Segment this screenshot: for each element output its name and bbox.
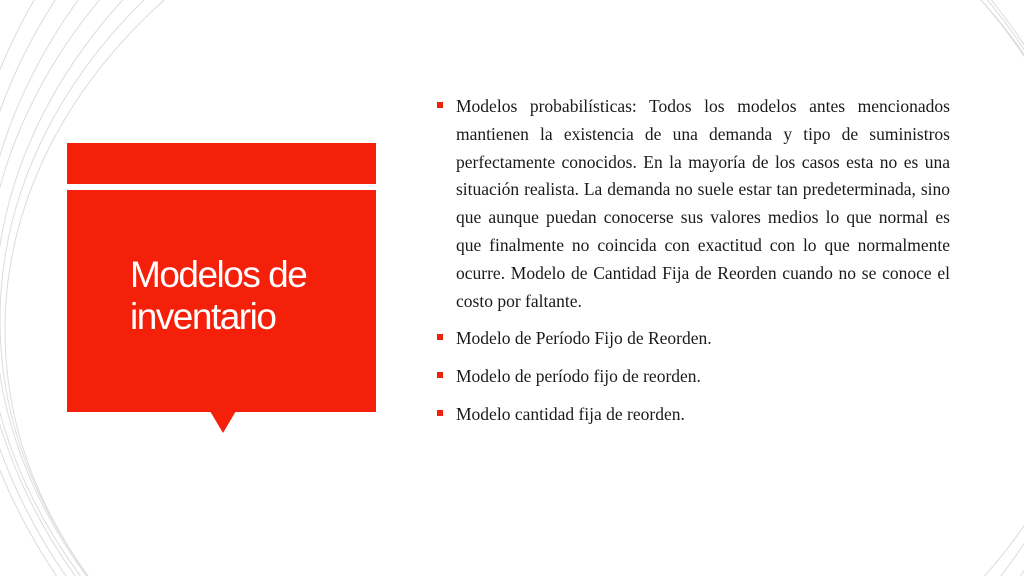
bullet-list <box>436 93 950 439</box>
slide-title: Modelos de inventario <box>130 254 307 337</box>
square-bullet-icon <box>437 102 443 108</box>
list-item <box>436 93 950 315</box>
bullet-text: Modelo de Período Fijo de Reorden. <box>456 328 712 349</box>
bullet-text: Modelos probabilísticas: Todos los modelos antes mencionados mantienen la existencia de una demanda y tipo de suministros perfectamente conocidos. En la mayoría de los casos esta no es una situación realista. La demanda no suele estar tan predeterminada, sino que aunque puedan conocerse sus valores medios lo que normal es que finalmente no coincida con exactitud con lo que normalmente ocurre. Modelo de Cantidad Fija de Reorden cuando no se conoce el costo por faltante. <box>456 96 950 311</box>
list-item <box>436 325 950 353</box>
square-bullet-icon <box>437 334 443 340</box>
square-bullet-icon <box>437 410 443 416</box>
list-item <box>436 363 950 391</box>
title-accent-strip <box>67 143 376 184</box>
title-box-pointer <box>210 411 236 433</box>
bullet-text: Modelo cantidad fija de reorden. <box>456 403 685 424</box>
list-item <box>436 401 950 429</box>
square-bullet-icon <box>437 372 443 378</box>
bullet-text: Modelo de período fijo de reorden. <box>456 366 701 387</box>
